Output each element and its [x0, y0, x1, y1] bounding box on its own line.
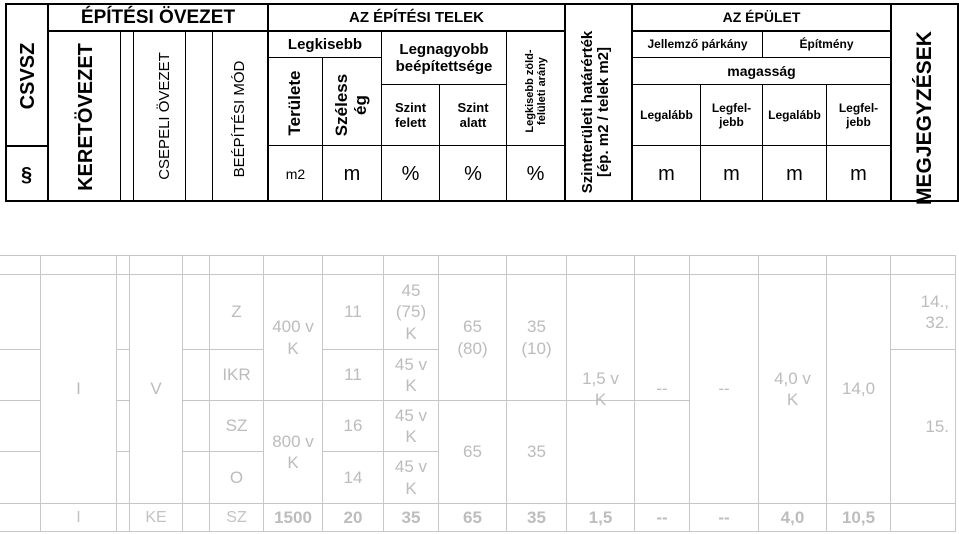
divider — [0, 531, 955, 532]
megjegyzes-value: 15. — [925, 416, 949, 436]
divider — [120, 31, 121, 202]
mode-z: Z — [231, 302, 242, 322]
divider — [0, 349, 40, 350]
szelesseg-value: 11 — [344, 302, 362, 322]
epitmeny-legalabb-heading: Legalább — [768, 107, 821, 122]
divider — [182, 255, 183, 532]
divider — [0, 255, 955, 256]
mode-ikr: IKR — [222, 365, 251, 385]
magassag-heading: magasság — [727, 62, 796, 79]
summary-terulet: 1500 — [274, 507, 312, 527]
summary-parkany-min: -- — [656, 507, 668, 527]
parkany-min-value: -- — [656, 379, 668, 399]
zold-value: 35 — [527, 442, 546, 462]
paragraph-sign: § — [20, 163, 33, 186]
summary-parkany-max: -- — [718, 507, 730, 527]
legkisebb-heading: Legkisebb — [287, 35, 363, 53]
szint-alatt-heading: Szint alatt — [457, 99, 489, 130]
divider — [47, 3, 49, 202]
mode-o: O — [229, 467, 244, 487]
divider — [0, 400, 40, 401]
csepeli-value: V — [150, 379, 162, 399]
divider — [116, 451, 129, 452]
divider — [381, 84, 506, 85]
divider — [890, 3, 892, 202]
parkany-legfeljebb-heading: Legfel- jebb — [711, 100, 752, 129]
epitesi-ovezet-heading: ÉPÍTÉSI ÖVEZET — [80, 6, 236, 28]
divider — [116, 255, 117, 532]
divider — [564, 3, 566, 202]
szelesseg-value: 14 — [343, 467, 363, 487]
mode-sz: SZ — [225, 416, 248, 436]
keretovezet-heading: KERETÖVEZET — [75, 43, 97, 191]
felett-value: 45 v K — [394, 405, 428, 446]
header-table — [0, 0, 959, 204]
unit-pct: % — [464, 162, 482, 185]
epitmeny-heading: Építmény — [799, 36, 854, 51]
szint-felett-heading: Szint felett — [394, 99, 427, 130]
unit-m: m — [786, 162, 803, 185]
summary-kereto: I — [76, 508, 81, 526]
summary-szintter: 1,5 — [588, 507, 613, 527]
unit-pct: % — [526, 162, 545, 185]
szintter-value: 1,5 v K — [582, 368, 619, 409]
divider — [955, 255, 956, 532]
summary-mod: SZ — [226, 508, 247, 526]
felett-value: 45 v K — [394, 457, 428, 498]
divider — [212, 31, 213, 202]
epitmeny-max-value: 14,0 — [841, 379, 876, 399]
alatt-value: 65 (80) — [457, 317, 488, 358]
beepitesi-mod-heading: BEÉPÍTÉSI MÓD — [230, 60, 248, 178]
divider — [5, 145, 49, 147]
divider — [631, 145, 891, 146]
unit-m2: m2 — [285, 165, 306, 182]
unit-pct: % — [401, 162, 420, 185]
parkany-heading: Jellemző párkány — [647, 36, 748, 51]
unit-m: m — [658, 162, 675, 185]
summary-epitmeny-min: 4,0 — [780, 507, 805, 527]
summary-ovezet: KE — [145, 508, 167, 526]
zold-value: 35 (10) — [521, 317, 552, 358]
summary-felett: 35 — [401, 507, 421, 527]
unit-m: m — [723, 162, 740, 185]
divider — [116, 400, 129, 401]
legnagyobb-heading: Legnagyobb beépítettsége — [395, 40, 493, 75]
terulet-value: 400 v K — [272, 317, 314, 358]
felett-value: 45 v K — [394, 354, 428, 395]
divider — [268, 57, 382, 58]
divider — [631, 84, 891, 85]
unit-m: m — [850, 162, 867, 185]
parkany-legalabb-heading: Legalább — [640, 107, 693, 122]
body-table — [0, 255, 959, 534]
divider — [116, 349, 129, 350]
szelesseg-value: 11 — [344, 365, 362, 385]
epulet-heading: AZ ÉPÜLET — [722, 9, 801, 26]
megjegyzesek-heading: MEGJEGYZÉSEK — [913, 31, 937, 205]
summary-szelesseg: 20 — [343, 507, 363, 527]
szelesseg-heading: Széless ég — [332, 73, 370, 137]
felett-value: 45 (75) K — [395, 281, 427, 343]
terulet-value: 800 v K — [272, 431, 314, 472]
parkany-max-value: -- — [718, 379, 730, 399]
terulete-heading: Területe — [284, 70, 304, 136]
epitesi-telek-heading: AZ ÉPÍTÉSI TELEK — [348, 8, 484, 26]
epitmeny-min-value: 4,0 v K — [774, 368, 811, 409]
divider — [185, 31, 186, 202]
divider — [0, 451, 40, 452]
summary-zold: 35 — [527, 507, 546, 527]
csepeli-ovezet-heading: CSEPELI ÖVEZET — [155, 52, 173, 180]
summary-alatt: 65 — [463, 507, 482, 527]
alatt-value: 65 — [463, 442, 482, 462]
szelesseg-value: 16 — [343, 416, 363, 436]
szintteruleti-heading: Szintterületi határérték [ép. m2 / telek m2] — [578, 30, 612, 194]
epitmeny-legfeljebb-heading: Legfel- jebb — [838, 100, 879, 129]
kereto-value: I — [76, 379, 81, 399]
csvsz-heading: CSVSZ — [17, 42, 39, 110]
divider — [133, 31, 134, 202]
zoldfelulet-heading: Legkisebb zöld- felületi arány — [523, 49, 548, 133]
unit-m: m — [343, 162, 361, 185]
megjegyzes-value: 14., 32. — [920, 291, 949, 332]
summary-epitmeny-max: 10,5 — [841, 507, 876, 527]
